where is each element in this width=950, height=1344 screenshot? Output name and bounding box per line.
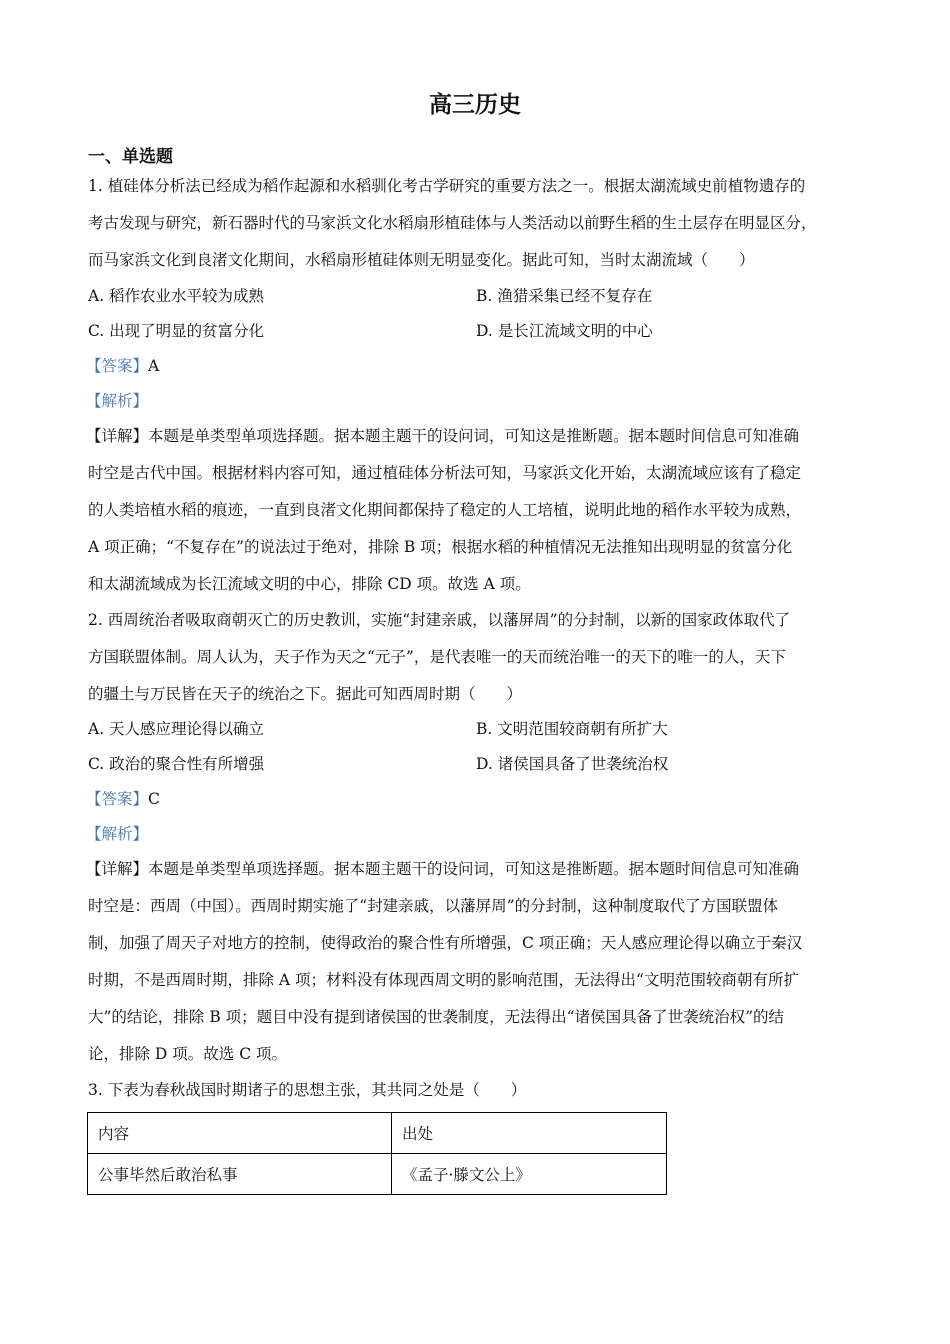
q2-analysis-label: 【解析】 <box>86 825 149 843</box>
detail-label: 【详解】 <box>86 860 149 878</box>
q2-option-a: A. 天人感应理论得以确立 <box>88 720 265 738</box>
detail-label: 【详解】 <box>86 427 149 445</box>
table-row <box>88 1154 667 1195</box>
answer-label: 【答案】 <box>86 357 149 375</box>
answer-value: C <box>148 790 160 808</box>
q2-stem-line: 方国联盟体制。周人认为，天子作为天之“元子”，是代表唯一的天而统治唯一的天下的唯一的人，天下 <box>88 648 786 666</box>
q2-stem-line: 的疆土与万民皆在天子的统治之下。据此可知西周时期（ ） <box>88 685 523 703</box>
table-cell: 《孟子·滕文公上》 <box>392 1154 667 1195</box>
q1-detail-line: 和太湖流域成为长江流域文明的中心，排除 CD 项。故选 A 项。 <box>88 575 531 593</box>
q1-option-b: B. 渔猎采集已经不复存在 <box>476 287 653 305</box>
q1-answer <box>86 356 159 376</box>
q2-detail-line <box>86 859 799 879</box>
q3-stem-line: 3. 下表为春秋战国时期诸子的思想主张，其共同之处是（ ） <box>88 1081 527 1099</box>
q1-detail-line: 的人类培植水稻的痕迹，一直到良渚文化期间都保持了稳定的人工培植，说明此地的稻作水平较为成熟， <box>88 501 802 519</box>
section-heading: 一、单选题 <box>88 147 173 167</box>
answer-value: A <box>148 357 160 375</box>
q1-analysis-label: 【解析】 <box>86 392 149 410</box>
page-title: 高三历史 <box>429 92 521 118</box>
detail-text: 本题是单类型单项选择题。据本题主题干的设问词，可知这是推断题。据本题时间信息可知准确 <box>148 427 800 445</box>
table-cell: 公事毕然后敢治私事 <box>88 1154 392 1195</box>
q2-detail-line: 制，加强了周天子对地方的控制，使得政治的聚合性有所增强，C 项正确；天人感应理论得以确立于秦汉 <box>88 934 803 952</box>
q2-detail-line: 大”的结论，排除 B 项；题目中没有提到诸侯国的世袭制度，无法得出“诸侯国具备了世袭统治权”的结 <box>88 1008 785 1026</box>
table-header-cell: 内容 <box>88 1113 392 1154</box>
q1-detail-line <box>86 426 799 446</box>
q1-option-c: C. 出现了明显的贫富分化 <box>88 322 265 340</box>
q1-option-a: A. 稻作农业水平较为成熟 <box>88 287 265 305</box>
detail-text: 本题是单类型单项选择题。据本题主题干的设问词，可知这是推断题。据本题时间信息可知准确 <box>148 860 800 878</box>
table-header-row <box>88 1113 667 1154</box>
q1-detail-line: A 项正确；“不复存在”的说法过于绝对，排除 B 项；根据水稻的种植情况无法推知出现明显的贫富分化 <box>88 538 793 556</box>
q2-detail-line: 时空是：西周（中国）。西周时期实施了“封建亲戚，以藩屏周”的分封制，这种制度取代了方国联盟体 <box>88 897 779 915</box>
q2-detail-line: 时期，不是西周时期，排除 A 项；材料没有体现西周文明的影响范围，无法得出“文明范围较商朝有所扩 <box>88 971 799 989</box>
q1-stem-line: 考古发现与研究，新石器时代的马家浜文化水稻扇形植硅体与人类活动以前野生稻的生土层存在明显区分， <box>88 214 817 232</box>
q2-answer <box>86 789 160 809</box>
answer-label: 【答案】 <box>86 790 149 808</box>
q3-table <box>87 1112 667 1195</box>
q2-stem-line: 2. 西周统治者吸取商朝灭亡的历史教训，实施“封建亲戚，以藩屏周”的分封制，以新的国家政体取代了 <box>88 611 791 629</box>
q2-option-b: B. 文明范围较商朝有所扩大 <box>476 720 668 738</box>
q1-detail-line: 时空是古代中国。根据材料内容可知，通过植硅体分析法可知，马家浜文化开始，太湖流域应该有了稳定 <box>88 464 802 482</box>
q2-option-d: D. 诸侯国具备了世袭统治权 <box>476 755 669 773</box>
q1-stem-line: 而马家浜文化到良渚文化期间，水稻扇形植硅体则无明显变化。据此可知，当时太湖流域（ ） <box>88 251 755 269</box>
table-header-cell: 出处 <box>392 1113 667 1154</box>
q1-option-d: D. 是长江流域文明的中心 <box>476 322 653 340</box>
q2-detail-line: 论，排除 D 项。故选 C 项。 <box>88 1045 287 1063</box>
q2-option-c: C. 政治的聚合性有所增强 <box>88 755 265 773</box>
q1-stem-line: 1. 植硅体分析法已经成为稻作起源和水稻驯化考古学研究的重要方法之一。根据太湖流域史前植物遗存的 <box>88 177 806 195</box>
